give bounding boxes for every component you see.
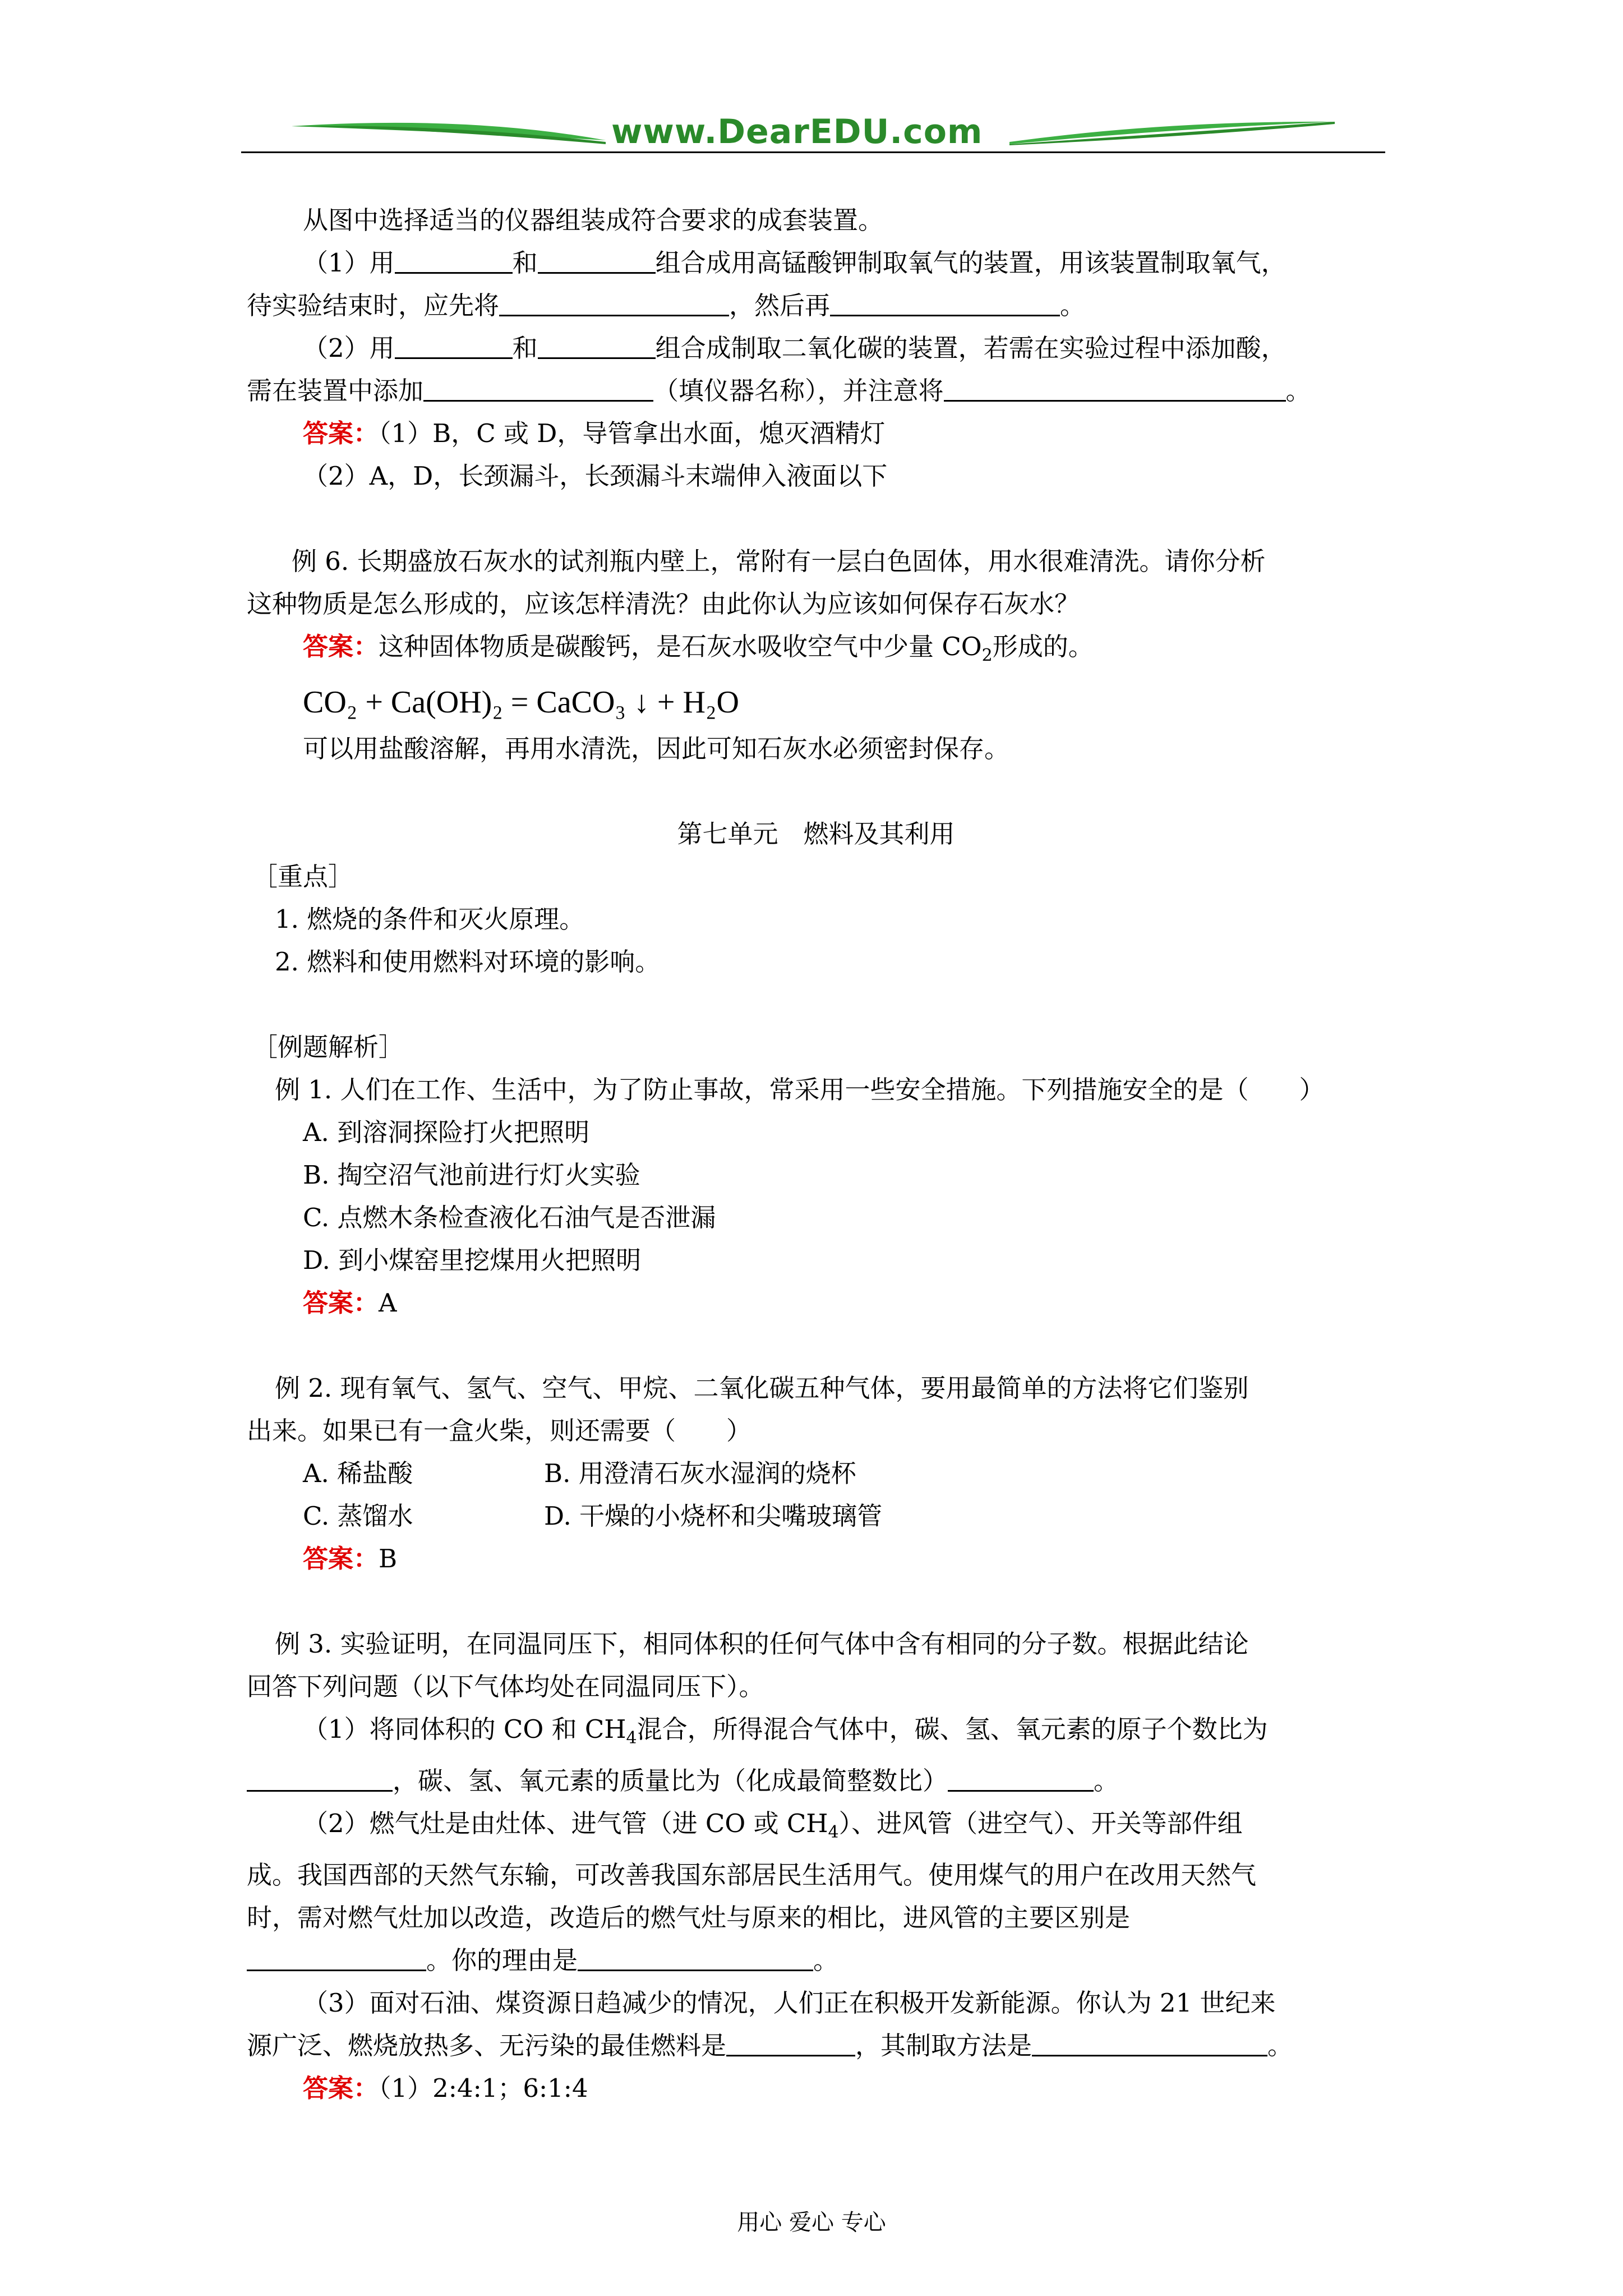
example1-option-c: C. 点燃木条检查液化石油气是否泄漏 bbox=[303, 1203, 716, 1232]
answer-label: 答案： bbox=[303, 418, 379, 448]
key-point-1: 1. 燃烧的条件和灭火原理。 bbox=[275, 904, 585, 934]
answer-label: 答案： bbox=[303, 1544, 379, 1573]
blank[interactable] bbox=[395, 335, 513, 359]
example1-option-b: B. 掏空沼气池前进行灯火实验 bbox=[303, 1160, 640, 1190]
example2-line1: 例 2. 现有氧气、氢气、空气、甲烷、二氧化碳五种气体，要用最简单的方法将它们鉴别 bbox=[275, 1373, 1249, 1403]
blank[interactable] bbox=[830, 292, 1060, 316]
example2-options-row2: C. 蒸馏水 D. 干燥的小烧杯和尖嘴玻璃管 bbox=[303, 1501, 883, 1531]
header-rule bbox=[241, 151, 1385, 153]
answer-label: 答案： bbox=[303, 632, 379, 661]
footer-text: 用心 爱心 专心 bbox=[737, 2210, 886, 2235]
blank[interactable] bbox=[395, 250, 513, 274]
example3-answer: 答案：（1）2:4:1；6:1:4 bbox=[303, 2073, 588, 2103]
example3-q2-line2: 成。我国西部的天然气东输，可改善我国东部居民生活用气。使用煤气的用户在改用天然气 bbox=[247, 1860, 1257, 1890]
example3-line1: 例 3. 实验证明，在同温同压下，相同体积的任何气体中含有相同的分子数。根据此结论 bbox=[275, 1629, 1249, 1659]
example1-option-d: D. 到小煤窑里挖煤用火把照明 bbox=[303, 1245, 642, 1275]
prev-answer1: 答案：（1）B，C 或 D，导管拿出水面，熄灭酒精灯 bbox=[303, 418, 886, 448]
example3-q3-line1: （3）面对石油、煤资源日趋减少的情况，人们正在积极开发新能源。你认为 21 世纪来 bbox=[303, 1988, 1276, 2018]
example3-q1-line2: ，碳、氢、氧元素的质量比为（化成最简整数比） 。 bbox=[247, 1760, 1385, 1802]
blank[interactable] bbox=[247, 1947, 426, 1971]
example3-line2: 回答下列问题（以下气体均处在同温同压下）。 bbox=[247, 1672, 764, 1701]
prev-q1-line2: 待实验结束时，应先将 ，然后再 。 bbox=[247, 291, 1086, 320]
prev-answer2: （2）A，D，长颈漏斗，长颈漏斗末端伸入液面以下 bbox=[303, 461, 888, 491]
blank[interactable] bbox=[726, 2032, 855, 2056]
examples-label: ［例题解析］ bbox=[252, 1032, 404, 1062]
unit-title: 第七单元 燃料及其利用 bbox=[677, 819, 955, 849]
blank[interactable] bbox=[247, 1768, 393, 1792]
example3-q1-line1: （1）将同体积的 CO 和 $CH_4$混合，所得混合气体中，碳、氢、氧元素的原子个数比为 bbox=[303, 1714, 1268, 1748]
blank[interactable] bbox=[423, 378, 653, 402]
blank[interactable] bbox=[1032, 2032, 1267, 2056]
example6-answer-last: 可以用盐酸溶解，再用水清洗，因此可知石灰水必须密封保存。 bbox=[303, 734, 1010, 763]
example6-formula: CO₂ + Ca(OH)₂ = CaCO₃ ↓ + H₂O bbox=[303, 685, 739, 720]
document-body bbox=[247, 199, 1385, 2110]
blank[interactable] bbox=[538, 250, 656, 274]
blank[interactable] bbox=[578, 1947, 813, 1971]
prev-q2-line1: （2）用 和 组合成制取二氧化碳的装置，若需在实验过程中添加酸， bbox=[303, 333, 1287, 363]
example6-line2: 这种物质是怎么形成的，应该怎样清洗？由此你认为应该如何保存石灰水？ bbox=[247, 589, 1080, 619]
example1-stem: 例 1. 人们在工作、生活中，为了防止事故，常采用一些安全措施。下列措施安全的是（ ） bbox=[275, 1075, 1325, 1105]
blank[interactable] bbox=[538, 335, 656, 359]
prev-q1-line1: （1）用 和 组合成用高锰酸钾制取氧气的装置，用该装置制取氧气， bbox=[303, 248, 1287, 278]
example3-q2-line1: （2）燃气灶是由灶体、进气管（进 CO 或 $CH_4$）、进风管（进空气）、开关等部件组 bbox=[303, 1809, 1243, 1842]
answer-label: 答案： bbox=[303, 2073, 379, 2103]
key-points-label: ［重点］ bbox=[252, 862, 354, 891]
key-point-2: 2. 燃料和使用燃料对环境的影响。 bbox=[275, 947, 661, 977]
example3-q2-line4: 。你的理由是 。 bbox=[247, 1939, 1385, 1982]
example1-option-a: A. 到溶洞探险打火把照明 bbox=[303, 1117, 590, 1147]
example3-q2-line3: 时，需对燃气灶加以改造，改造后的燃气灶与原来的相比，进风管的主要区别是 bbox=[247, 1903, 1131, 1932]
example6-line1: 例 6. 长期盛放石灰水的试剂瓶内壁上，常附有一层白色固体，用水很难清洗。请你分析 bbox=[292, 546, 1266, 576]
blank[interactable] bbox=[944, 378, 1286, 402]
example2-line2: 出来。如果已有一盒火柴，则还需要（ ） bbox=[247, 1416, 752, 1446]
example3-q3-line2: 源广泛、燃烧放热多、无污染的最佳燃料是 ，其制取方法是 。 bbox=[247, 2031, 1293, 2060]
example6-answer: 答案：这种固体物质是碳酸钙，是石灰水吸收空气中少量 $CO_2$形成的。 bbox=[303, 632, 1094, 665]
prev-intro: 从图中选择适当的仪器组装成符合要求的成套装置。 bbox=[303, 205, 884, 235]
example2-answer: 答案：B bbox=[303, 1544, 398, 1573]
prev-q2-line2: 需在装置中添加 （填仪器名称），并注意将 。 bbox=[247, 376, 1311, 406]
logo-text[interactable]: www.DearEDU.com bbox=[611, 112, 983, 151]
example1-answer: 答案：A bbox=[303, 1288, 397, 1318]
blank[interactable] bbox=[948, 1768, 1094, 1792]
blank[interactable] bbox=[499, 292, 729, 316]
example2-options-row1: A. 稀盐酸 B. 用澄清石灰水湿润的烧杯 bbox=[303, 1458, 856, 1488]
answer-label: 答案： bbox=[303, 1288, 379, 1318]
